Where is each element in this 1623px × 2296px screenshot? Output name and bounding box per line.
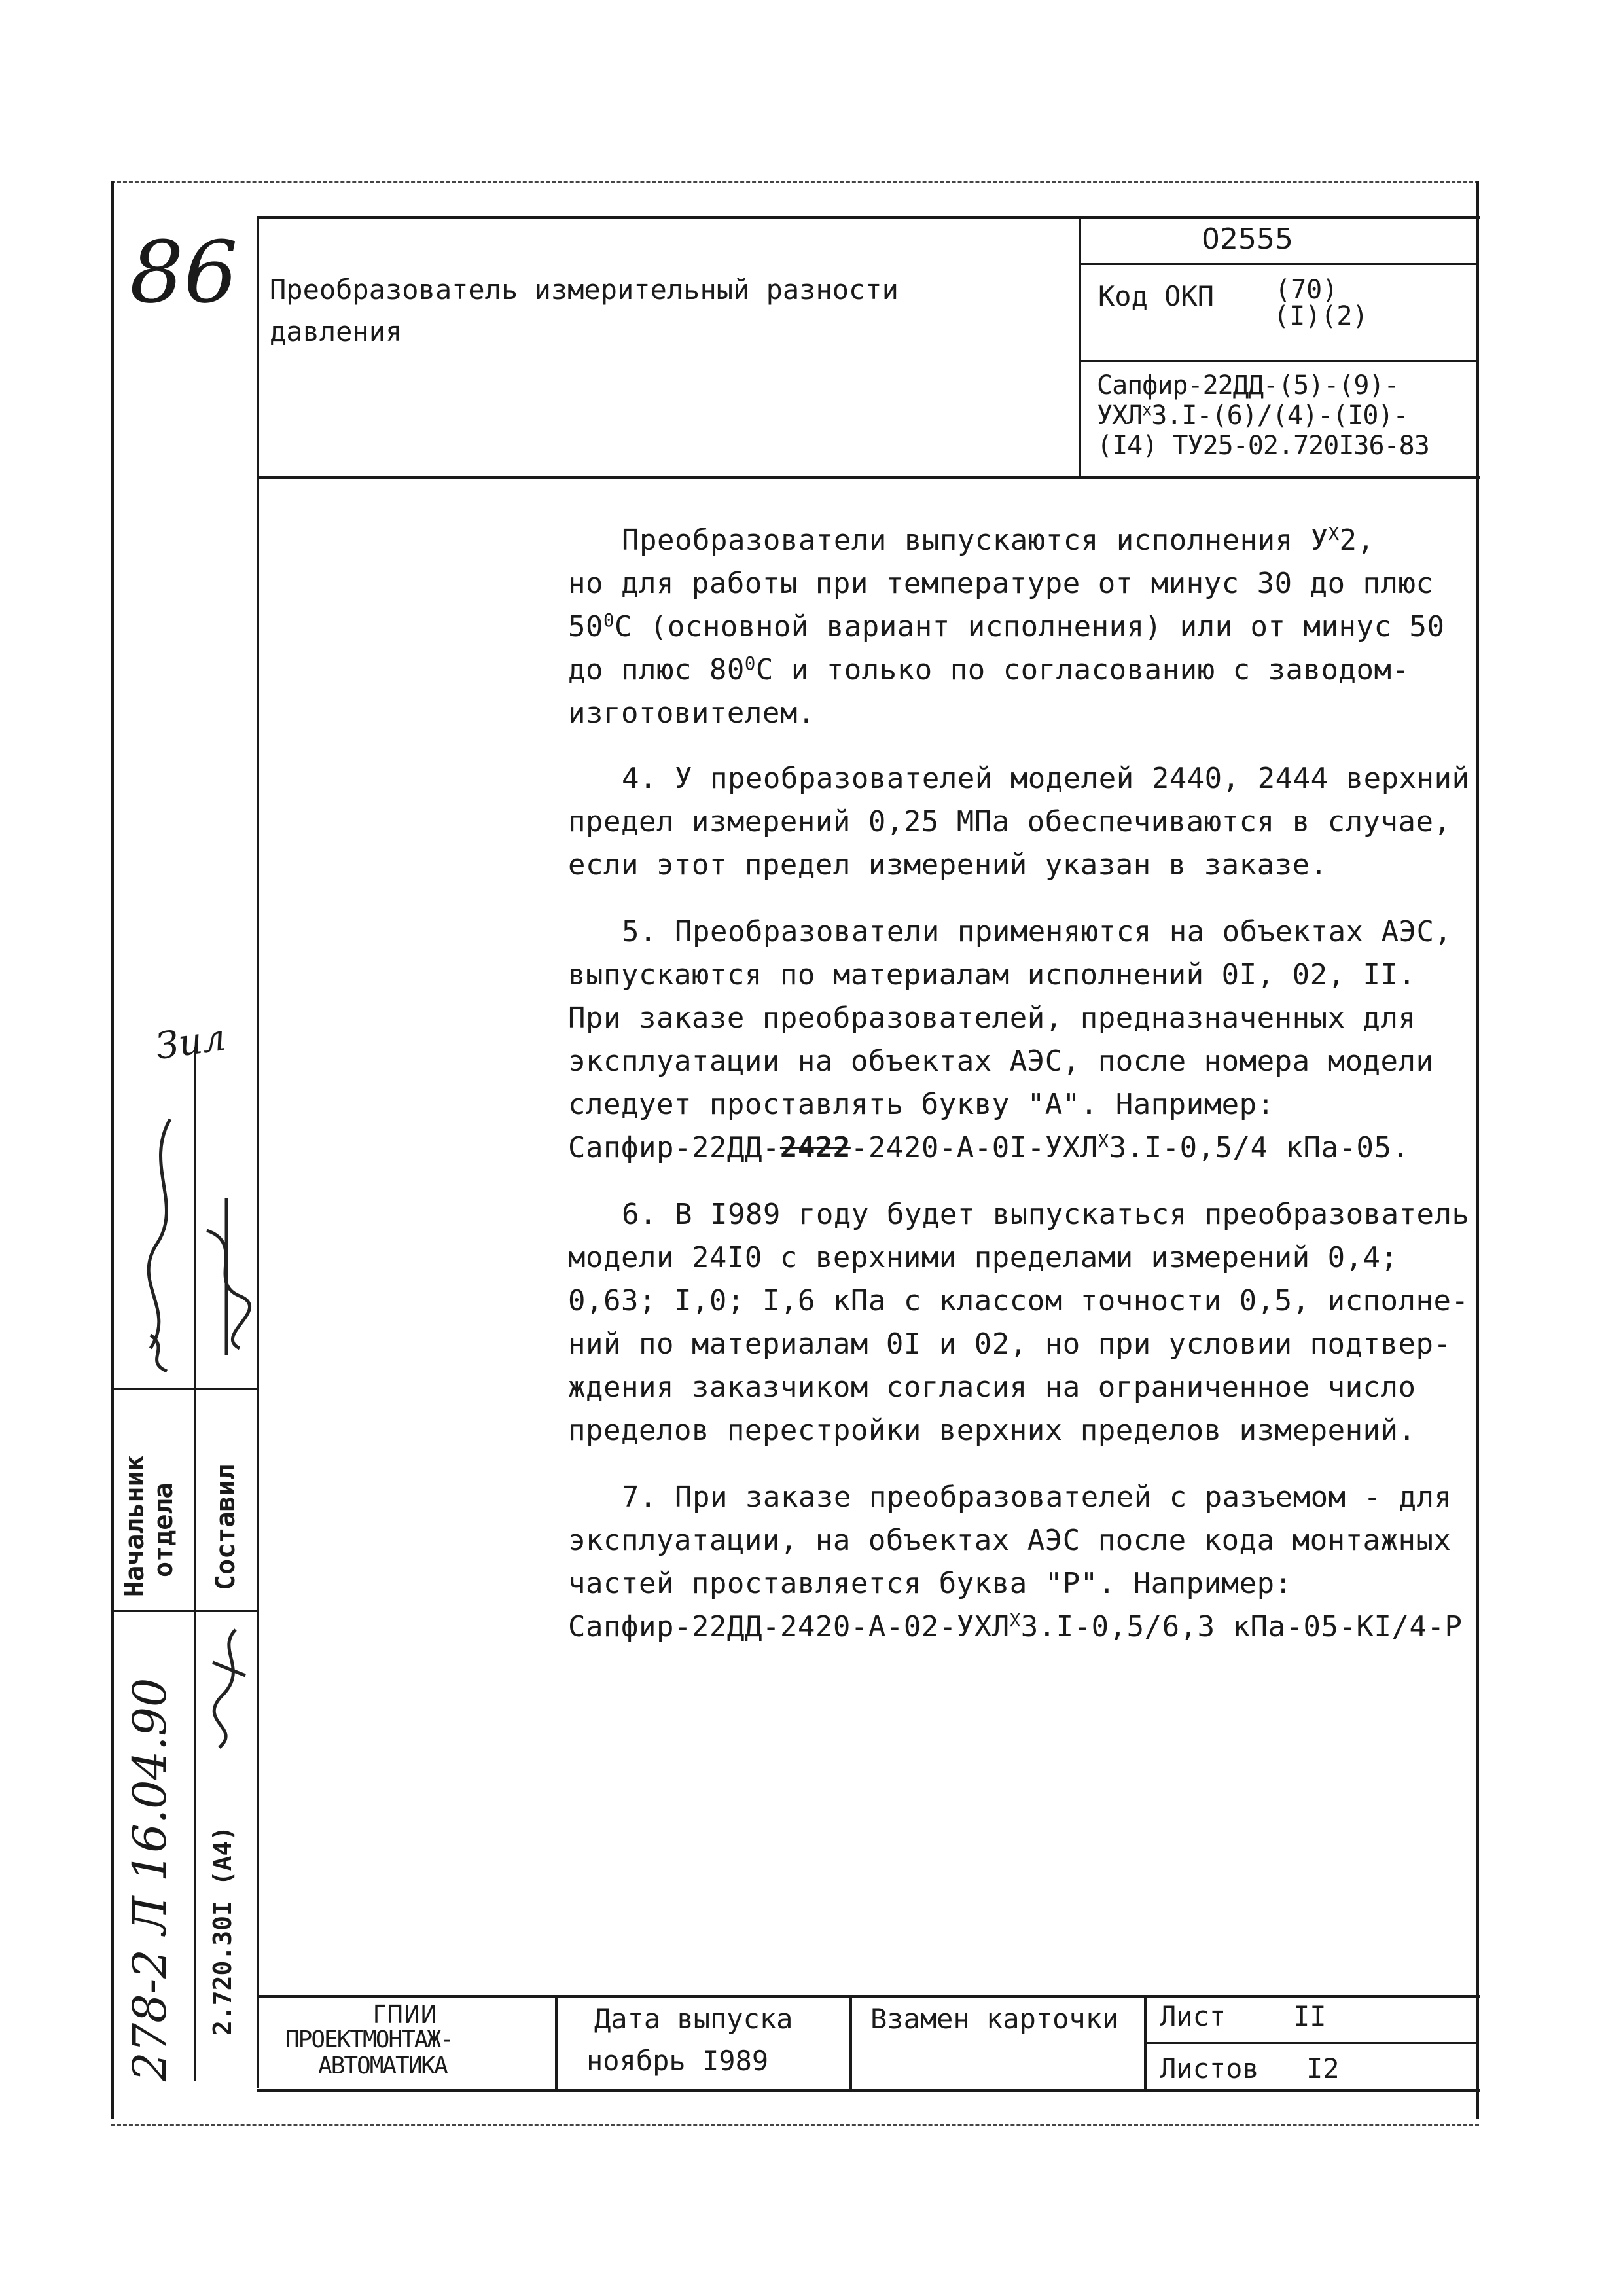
p7-line3: частей проставляется буква "Р". Например:: [568, 1567, 1293, 1600]
card-code: 02555: [1202, 223, 1293, 256]
sheet-number-handwritten: 86: [130, 223, 238, 322]
designation-line1: Сапфир-22ДД-(5)-(9)-: [1097, 370, 1399, 401]
p1-line3: $50^0С$ (основной вариант исполнения) или от минус 50: [568, 610, 1445, 643]
org-name-line2: ПРОЕКТМОНТАЖ-: [285, 2026, 453, 2053]
signature-head-of-department: [131, 1113, 190, 1374]
bottom-dashed-border: [111, 2124, 1479, 2126]
sheet-label: Лист: [1160, 2000, 1226, 2032]
replaces-card-label: Взамен карточки: [870, 2003, 1119, 2035]
designation-line3: (I4) ТУ25-02.720I36-83: [1097, 431, 1429, 461]
p5-line5: следует проставлять букву "А". Например:: [568, 1088, 1275, 1121]
p5-line6: Сапфир-$22ДД-2422-2420-А-0I-УХЛ^Х3.I-0,5/4$ кПа-05.: [568, 1131, 1410, 1164]
p6-line3: 0,63; I,0; I,6 кПа с классом точности 0,5, исполне-: [568, 1284, 1469, 1318]
issue-date-label: Дата выпуска: [594, 2003, 793, 2035]
p1-line2: но для работы при температуре от минус 30 до плюс: [568, 567, 1434, 600]
signature-initial-zil: Зил: [152, 1016, 228, 1069]
top-dashed-border: [111, 181, 1479, 183]
sheets-total-value: I2: [1306, 2053, 1340, 2085]
p5-line4: эксплуатации на объектах АЭС, после номера модели: [568, 1045, 1434, 1078]
p4-line1: 4. У преобразователей моделей 2440, 2444 верхний: [622, 762, 1470, 795]
p4-line3: если этот предел измерений указан в заказе.: [568, 848, 1328, 882]
p1-line4: до плюс $80^0С$ и только по согласованию с заводом-: [568, 653, 1410, 687]
okp-code-top: (70): [1275, 275, 1338, 305]
p7-line4: Сапфир-$22ДД-2420-А-02-УХЛ^Х3.I-0,5/6,3$ кПа-05-КI/4-Р: [568, 1610, 1463, 1643]
role-head-of-department: Начальник отдела: [120, 1455, 179, 1597]
okp-code-bottom: (I)(2): [1274, 301, 1368, 331]
p5-line1: 5. Преобразователи применяются на объектах АЭС,: [622, 915, 1452, 948]
p5-line3: При заказе преобразователей, предназначенных для: [568, 1001, 1416, 1035]
sheets-total-label: Листов: [1160, 2053, 1259, 2085]
designation-line2: $УХЛ^х3.I-(6)/(4)-(I0)-$: [1097, 400, 1408, 431]
org-name-line3: АВТОМАТИКА: [318, 2053, 447, 2079]
role-compiler: Составил: [211, 1464, 241, 1590]
p1-line5: изготовителем.: [568, 696, 815, 730]
p5-line2: выпускаются по материалам исполнений 0I, 02, II.: [568, 958, 1416, 992]
p1-line1: Преобразователи выпускаются исполнения $У^Х2$,: [622, 524, 1375, 557]
document-title-line2: давления: [270, 315, 402, 348]
inventory-note-handwritten: 278-2 Л 16.04.90: [123, 1677, 177, 2081]
p6-line6: пределов перестройки верхних пределов измерений.: [568, 1414, 1416, 1447]
p7-line1: 7. При заказе преобразователей с разъемом - для: [622, 1480, 1452, 1514]
signature-approval: [203, 1623, 255, 1754]
p6-line5: ждения заказчиком согласия на ограниченное число: [568, 1371, 1416, 1404]
org-name-line1: ГПИИ: [373, 2000, 437, 2029]
sheet-value: II: [1293, 2000, 1327, 2032]
p6-line2: модели 24I0 с верхними пределами измерений 0,4;: [568, 1241, 1399, 1274]
p6-line4: ний по материалам 0I и 02, но при условии подтвер-: [568, 1327, 1452, 1361]
right-frame-line: [1476, 181, 1479, 2119]
p4-line2: предел измерений 0,25 МПа обеспечиваются в случае,: [568, 805, 1452, 838]
left-frame-line: [111, 181, 114, 2119]
okp-label: Код ОКП: [1098, 280, 1215, 312]
issue-date-value: ноябрь I989: [586, 2045, 769, 2077]
document-title-line1: Преобразователь измерительный разности: [270, 274, 899, 306]
p7-line2: эксплуатации, на объектах АЭС после кода монтажных: [568, 1524, 1452, 1557]
p6-line1: 6. В I989 году будет выпускаться преобразователь: [622, 1198, 1470, 1231]
struck-out-text: 2422: [779, 1131, 851, 1164]
format-note: 2.720.30I (А4): [208, 1825, 237, 2036]
signature-compiler: [200, 1191, 253, 1361]
